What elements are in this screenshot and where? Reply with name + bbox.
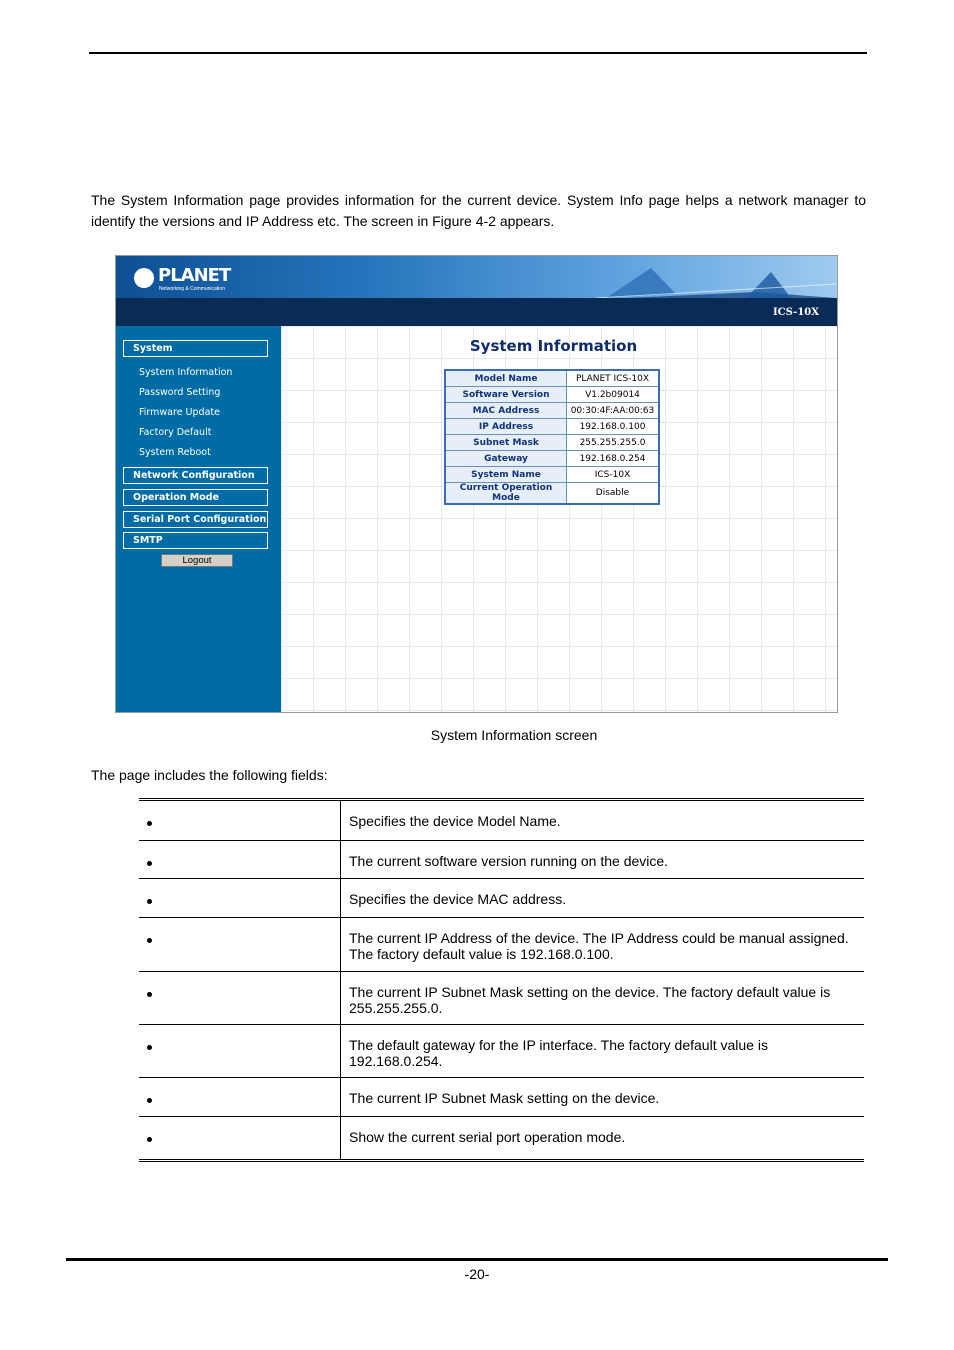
system-info-table: [444, 369, 660, 505]
table-row: [139, 800, 864, 841]
field-description: The current IP Subnet Mask setting on the device. The factory default value is 255.255.255.0.: [341, 972, 865, 1025]
row-value: 00:30:4F:AA:00:63: [567, 403, 660, 419]
content-area: [281, 326, 837, 713]
nav-serial-port-configuration[interactable]: Serial Port Configuration: [123, 511, 268, 528]
row-value: ICS-10X: [567, 467, 660, 483]
page-number: -20-: [464, 1266, 490, 1282]
field-description: Specifies the device Model Name.: [341, 800, 865, 841]
bullet-icon: [147, 1137, 152, 1142]
field-description: Specifies the device MAC address.: [341, 879, 865, 918]
row-key: Gateway: [445, 451, 567, 467]
device-graphic-icon: [596, 264, 836, 298]
logo-text: PLANET: [158, 265, 231, 286]
field-description: Show the current serial port operation mode.: [349, 1129, 626, 1145]
fields-intro: The page includes the following fields:: [91, 767, 328, 783]
row-value: PLANET ICS-10X: [567, 370, 660, 387]
table-row: [139, 1078, 864, 1117]
row-key: Model Name: [445, 370, 567, 387]
row-key: Software Version: [445, 387, 567, 403]
banner: [116, 256, 837, 298]
system-information-title: System Information: [469, 337, 638, 355]
nav-smtp[interactable]: SMTP: [123, 532, 268, 549]
row-value: 255.255.255.0: [567, 435, 660, 451]
intro-paragraph: The System Information page provides information for the current device. System Info page helps a network manager to identify the versions and IP Address etc. The screen in Figure 4-2 appears.: [91, 192, 866, 229]
bullet-icon: [147, 992, 152, 997]
table-row: [445, 483, 659, 505]
planet-logo-icon: [134, 268, 154, 288]
table-row: [445, 467, 659, 483]
row-value: Disable: [567, 483, 660, 505]
nav-system[interactable]: System: [123, 340, 268, 357]
bullet-icon: [147, 821, 152, 826]
row-key: System Name: [445, 467, 567, 483]
table-row: [139, 918, 864, 972]
header-bar: [116, 298, 837, 326]
bullet-icon: [147, 938, 152, 943]
table-row: [139, 1025, 864, 1078]
table-row: [445, 419, 659, 435]
row-value: 192.168.0.100: [567, 419, 660, 435]
table-row: [445, 451, 659, 467]
row-key: IP Address: [445, 419, 567, 435]
nav-item-password-setting[interactable]: Password Setting: [139, 387, 221, 398]
fields-table: [139, 798, 864, 1162]
table-row: [139, 1117, 864, 1161]
nav-network-configuration[interactable]: Network Configuration: [123, 467, 268, 484]
bullet-icon: [147, 899, 152, 904]
table-row: [445, 387, 659, 403]
row-value: 192.168.0.254: [567, 451, 660, 467]
footer-rule: [66, 1258, 888, 1261]
table-row: [445, 403, 659, 419]
field-description: The default gateway for the IP interface. The factory default value is 192.168.0.254.: [341, 1025, 865, 1078]
row-key: Subnet Mask: [445, 435, 567, 451]
nav-item-system-reboot[interactable]: System Reboot: [139, 447, 211, 458]
table-row: [139, 879, 864, 918]
nav-item-firmware-update[interactable]: Firmware Update: [139, 407, 220, 418]
nav-operation-mode[interactable]: Operation Mode: [123, 489, 268, 506]
system-information-screenshot: [115, 255, 838, 713]
field-description: The current IP Subnet Mask setting on the device.: [341, 1078, 865, 1117]
figure-caption: System Information screen: [430, 727, 598, 743]
bullet-icon: [147, 1098, 152, 1103]
field-description: The current software version running on the device.: [341, 841, 865, 879]
sidebar: [116, 326, 281, 713]
bullet-icon: [147, 1045, 152, 1050]
row-key: Current Operation Mode: [445, 483, 567, 505]
table-row: [445, 370, 659, 387]
table-row: [445, 435, 659, 451]
logo-subtitle: Networking & Communication: [159, 286, 225, 292]
field-description: The current IP Address of the device. The IP Address could be manual assigned. The factory default value is 192.168.0.100.: [341, 918, 865, 972]
table-row: [139, 841, 864, 879]
header-rule: [89, 52, 867, 54]
bullet-icon: [147, 861, 152, 866]
row-key: MAC Address: [445, 403, 567, 419]
model-label: ICS-10X: [772, 307, 819, 318]
nav-item-factory-default[interactable]: Factory Default: [139, 427, 212, 438]
logout-button[interactable]: Logout: [161, 554, 233, 567]
row-value: V1.2b09014: [567, 387, 660, 403]
table-row: [139, 972, 864, 1025]
nav-item-system-information[interactable]: System Information: [139, 367, 233, 378]
